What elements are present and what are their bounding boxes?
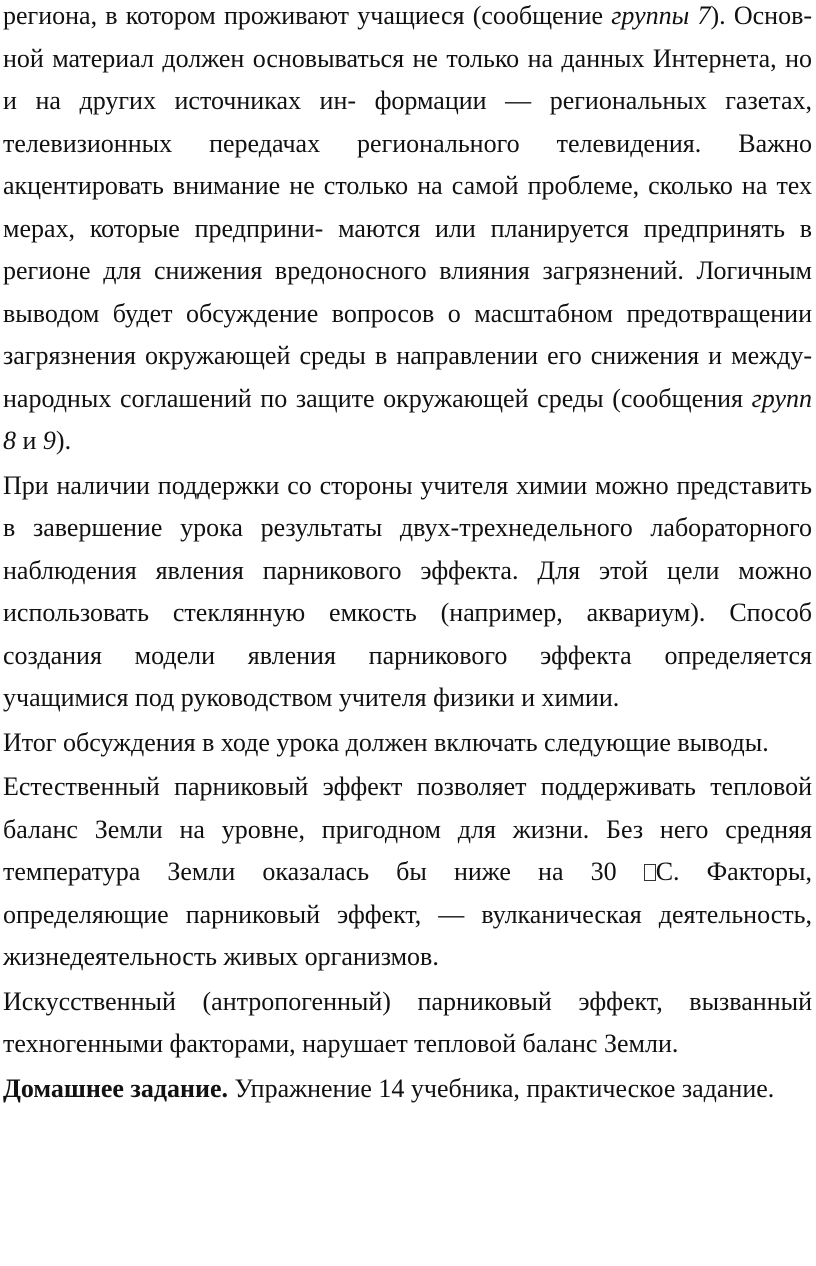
homework-text: Упражнение 14 учебника, практическое задание.	[228, 1073, 775, 1103]
text-fragment: ).	[55, 426, 72, 455]
paragraph-discussion-summary: Итог обсуждения в ходе урока должен включать следующие выводы.	[3, 727, 769, 757]
paragraph-lab-observation: При наличии поддержки со стороны учителя химии можно представить в завершение урока результаты двух-трехнедельного лабораторного наблюдения явления парникового эффекта. Для этой цели можно использовать стеклянную емкость (например, аквариум). Способ создания модели явления парникового эффекта определяется учащимися под руководством учителя физики и химии.	[3, 470, 812, 712]
text-fragment: и	[16, 426, 43, 455]
paragraph-homework	[3, 1068, 812, 1111]
paragraph-regional-sources	[3, 0, 812, 463]
group-reference: 9	[42, 426, 56, 455]
text-fragment: региона, в котором проживают учащиеся (сообщение	[3, 1, 612, 30]
text-fragment: ). Основ- ной материал должен основываться не только на данных Интернета, но и на других источниках ин- формации — региональных газетах, телевизионных передачах регионального телевидения. Важно акцентировать внимание не столько на самой проблеме, сколько на тех мерах, которые предприни- маются или планируется предпринять в регионе для снижения вредоносного влияния загрязнений. Логичным выводом будет обсуждение вопросов о масштабном предотвращении загрязнения окружающей среды в направлении его снижения и между- народных соглашений по защите окружающей среды (сообщения	[3, 1, 812, 413]
group-reference: групп 8	[3, 383, 812, 455]
group-reference: группы 7	[611, 1, 711, 30]
homework-label: Домашнее задание.	[3, 1073, 229, 1103]
text-fragment: С. Факторы, определяющие парниковый эффект, — вулканическая деятельность, жизнедеятельность живых организмов.	[3, 857, 813, 971]
paragraph-natural-greenhouse	[3, 766, 812, 979]
missing-glyph-icon	[644, 864, 656, 881]
text-fragment: Естественный парниковый эффект позволяет поддерживать тепловой баланс Земли на уровне, пригодном для жизни. Без него средняя температура Земли оказалась бы ниже на 30	[3, 772, 812, 886]
paragraph-artificial-greenhouse: Искусственный (антропогенный) парниковый эффект, вызванный техногенными факторами, нарушает тепловой баланс Земли.	[3, 986, 812, 1058]
